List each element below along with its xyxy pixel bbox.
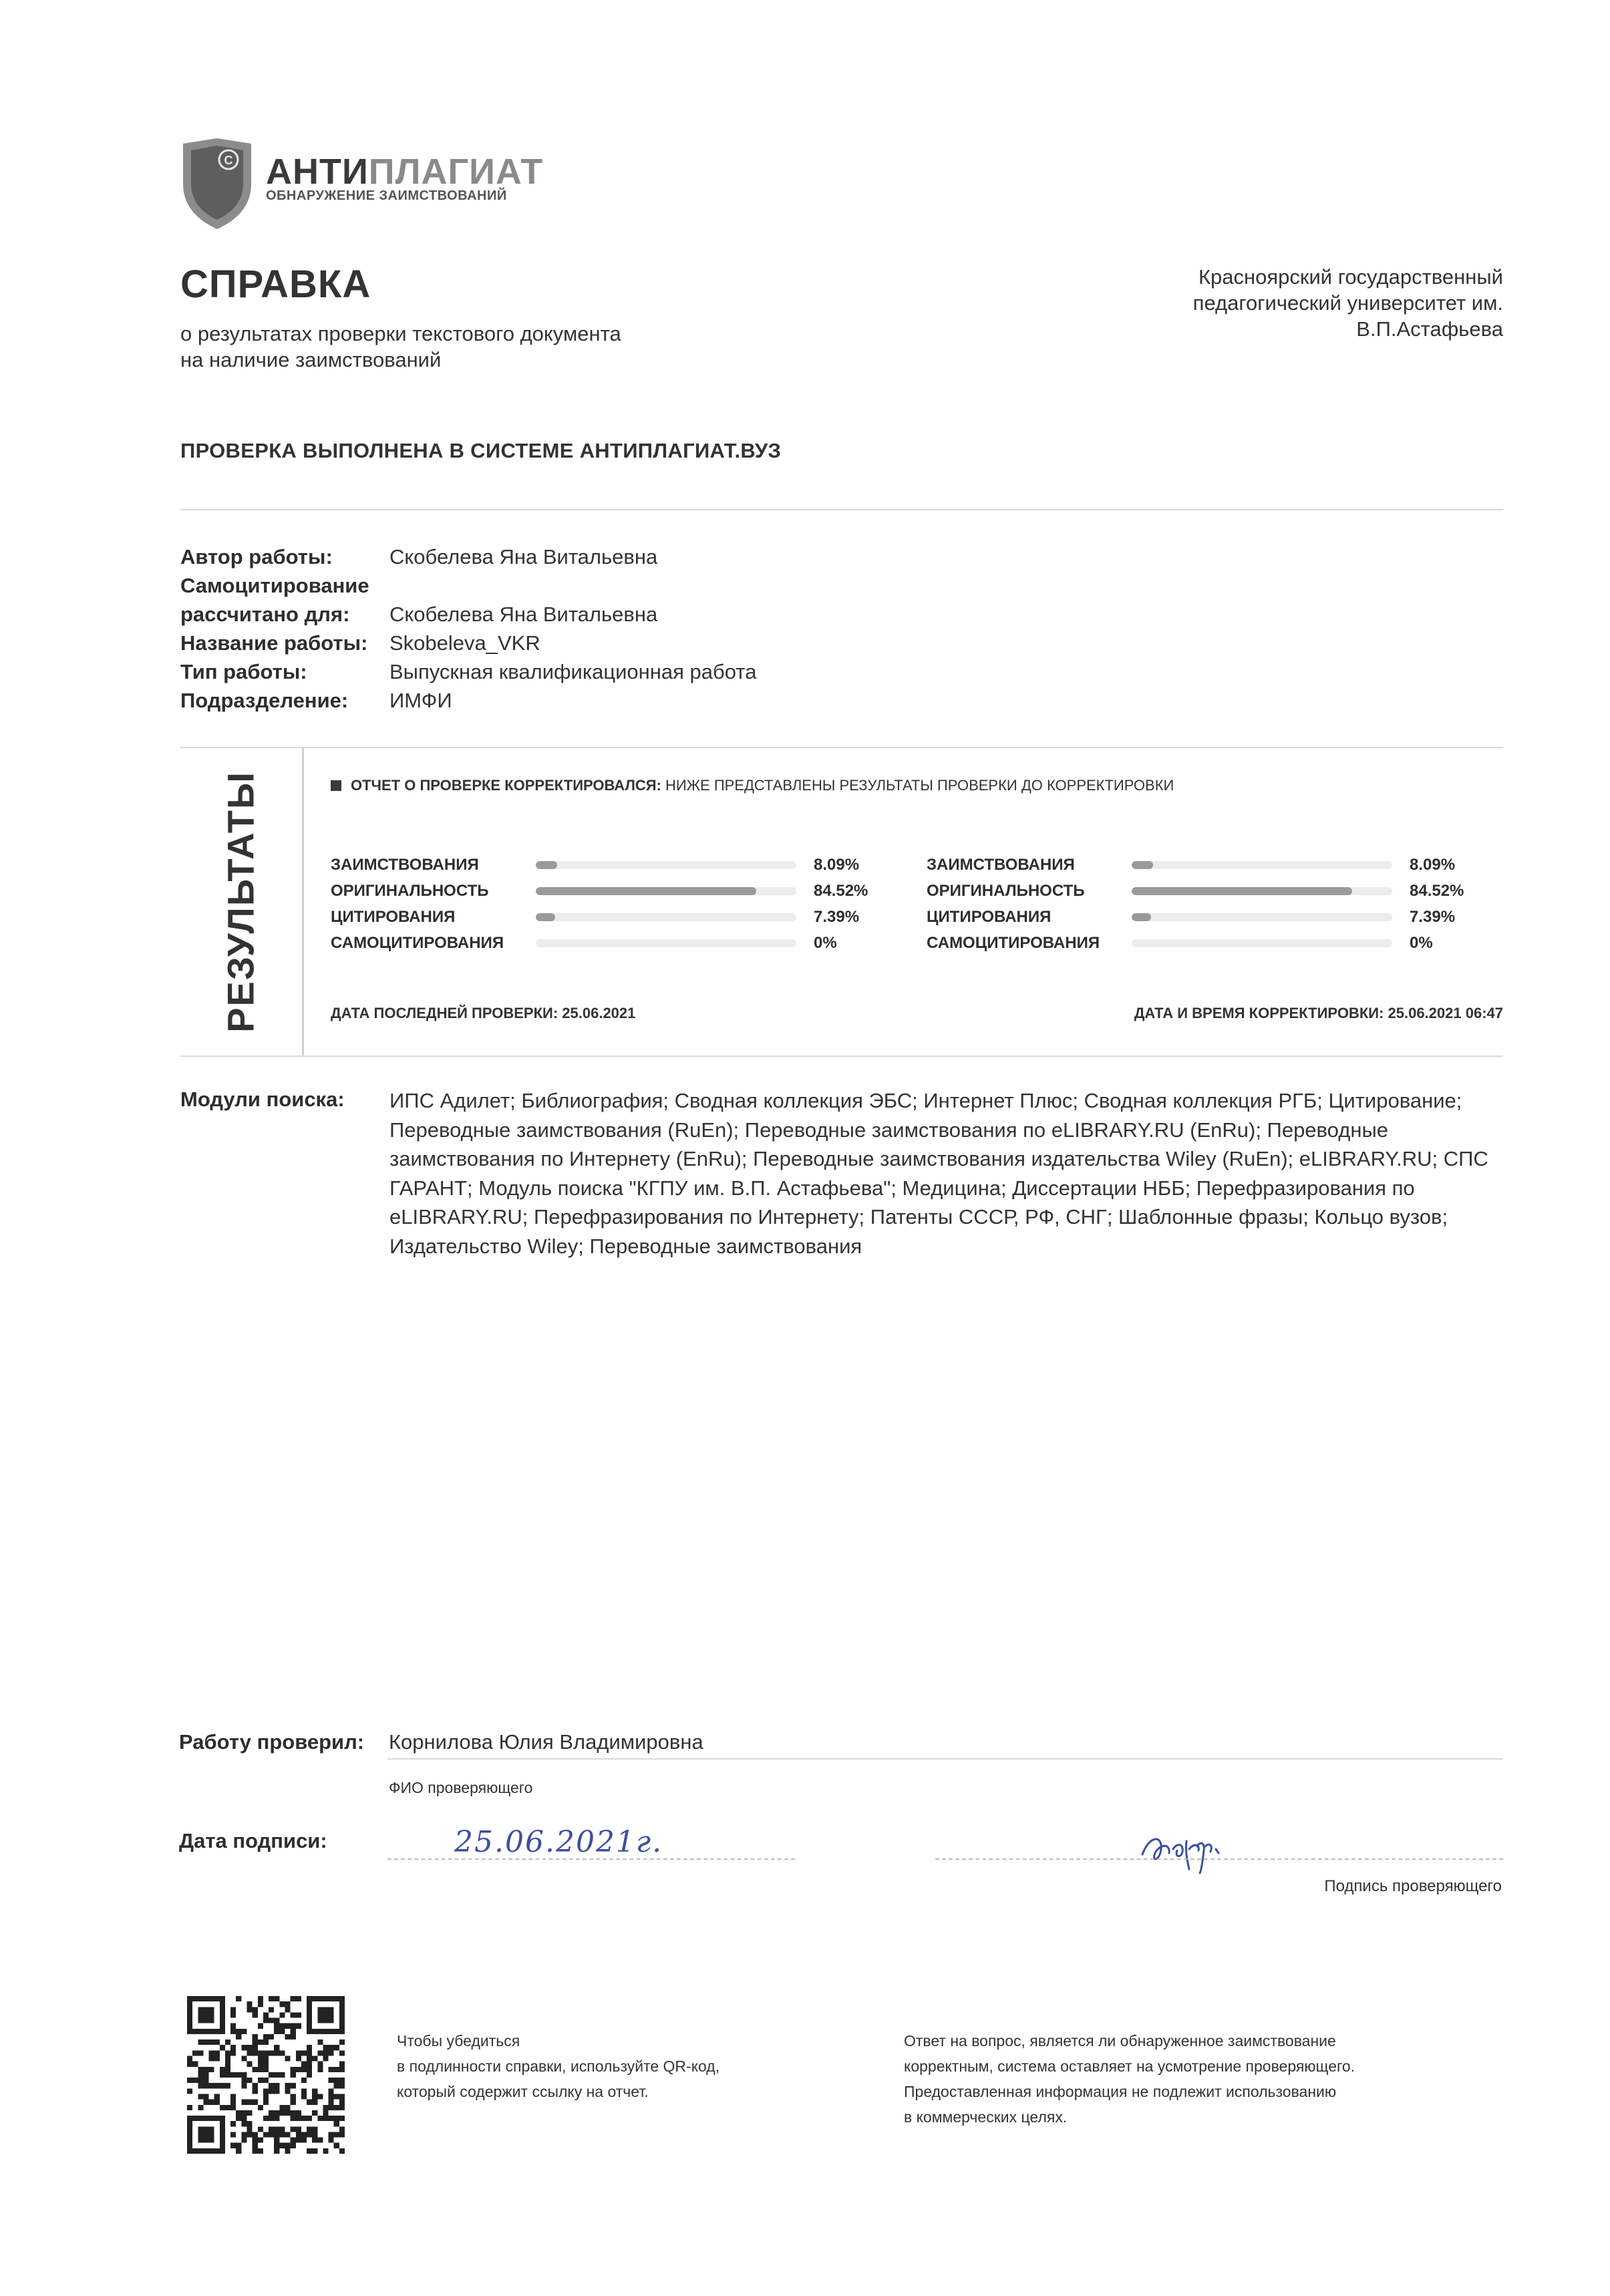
title-label: Название работы: [180,631,368,655]
sign-date-label: Дата подписи: [179,1829,327,1852]
metric-row [927,878,1508,904]
document-subtitle: о результатах проверки текстового документа на наличие заимствований [180,322,621,371]
document-title: СПРАВКА [180,263,371,306]
last-check-date: ДАТА ПОСЛЕДНЕЙ ПРОВЕРКИ: 25.06.2021 [331,1005,636,1021]
section-divider [180,509,1503,510]
checked-by-value: Корнилова Юлия Владимировна [389,1730,703,1754]
metrics-after-correction [927,852,1508,956]
metric-bar-fill [536,861,557,869]
checked-by-label: Работу проверил: [179,1730,365,1754]
svg-text:C: C [224,154,233,167]
metric-bar-fill [1132,861,1153,869]
logo-tagline: ОБНАРУЖЕНИЕ ЗАИМСТВОВАНИЙ [266,188,507,203]
disclaimer: Ответ на вопрос, является ли обнаруженное заимствование корректным, система оставляет на усмотрение проверяющего. Предоставленная информация не подлежит использованию в коммерческих целях. [904,2032,1355,2126]
handwritten-signature [1136,1822,1249,1876]
metric-value: 0% [814,933,837,952]
metric-label: ЦИТИРОВАНИЯ [927,907,1052,926]
results-vertical-divider [302,748,304,1055]
date-underline [387,1858,795,1860]
qr-instructions: Чтобы убедиться в подлинности справки, используйте QR-код, который содержит ссылку на отчет. [397,2032,720,2100]
selfcite-label: Самоцитирование [180,574,369,597]
metric-label: САМОЦИТИРОВАНИЯ [927,933,1100,952]
selfcite-label-cont: рассчитано для: [180,603,350,626]
results-bottom-divider [180,1055,1503,1057]
metric-bar [536,913,796,921]
department-label: Подразделение: [180,689,349,712]
author-value: Скобелева Яна Витальевна [389,545,658,568]
author-label: Автор работы: [180,545,333,568]
type-value: Выпускная квалификационная работа [389,660,757,683]
title-value: Skobeleva_VKR [389,631,540,655]
metric-bar-fill [536,887,756,895]
metric-row [331,878,912,904]
correction-datetime: ДАТА И ВРЕМЯ КОРРЕКТИРОВКИ: 25.06.2021 06:47 [1134,1005,1503,1021]
signature-underline [935,1858,1503,1860]
metric-value: 7.39% [814,907,860,926]
metric-label: ЗАИМСТВОВАНИЯ [331,855,479,874]
metric-bar [536,861,796,869]
metric-bar [1132,887,1392,895]
metric-value: 8.09% [1410,855,1456,874]
metric-bar [1132,913,1392,921]
department-value: ИМФИ [389,689,452,712]
metric-bar-fill [1132,913,1151,921]
metric-value: 84.52% [814,881,868,900]
metric-row [927,930,1508,956]
metric-value: 8.09% [814,855,860,874]
results-heading: РЕЗУЛЬТАТЫ [219,771,262,1033]
modules-label: Модули поиска: [180,1088,345,1111]
metric-label: ЗАИМСТВОВАНИЯ [927,855,1075,874]
selfcite-value: Скобелева Яна Витальевна [389,603,658,626]
metric-label: ОРИГИНАЛЬНОСТЬ [927,881,1085,900]
handwritten-date: 25.06.2021г. [454,1825,663,1859]
metric-row [331,904,912,930]
metric-row [927,852,1508,878]
system-statement: ПРОВЕРКА ВЫПОЛНЕНА В СИСТЕМЕ АНТИПЛАГИАТ.ВУЗ [180,439,782,462]
metric-bar-fill [1132,887,1352,895]
metric-label: ЦИТИРОВАНИЯ [331,907,456,926]
metric-bar-fill [536,913,555,921]
work-info-table [180,542,756,715]
metric-row [331,852,912,878]
metric-bar [536,887,796,895]
metric-value: 7.39% [1410,907,1456,926]
metric-value: 0% [1410,933,1433,952]
fio-caption: ФИО проверяющего [389,1779,533,1796]
type-label: Тип работы: [180,660,307,683]
modules-list: ИПС Адилет; Библиография; Сводная коллекция ЭБС; Интернет Плюс; Сводная коллекция РГБ; Цитирование; Переводные заимствования (RuEn); Переводные заимствования по eLIBRARY.RU (EnRu); Переводные заимствования по Интернету (EnRu); Переводные заимствования издательства Wiley (RuEn); eLIBRARY.RU; СПС ГАРАНТ; Модуль поиска "КГПУ им. В.П. Астафьева"; Медицина; Диссертации НББ; Перефразирования по eLIBRARY.RU; Перефразирования по Интернету; Патенты СССР, РФ, СНГ; Шаблонные фразы; Кольцо вузов; Издательство Wiley; Переводные заимствования [389,1089,1488,1258]
qr-code-icon [187,1996,345,2154]
metric-label: САМОЦИТИРОВАНИЯ [331,933,504,952]
organization-name: Красноярский государственный педагогический университет им. В.П.Астафьева [1192,265,1503,341]
metric-value: 84.52% [1410,881,1464,900]
metric-row [331,930,912,956]
signature-caption: Подпись проверяющего [1324,1877,1502,1895]
results-top-divider [180,747,1503,748]
metric-bar [536,939,796,947]
metric-row [927,904,1508,930]
checker-underline [387,1758,1503,1760]
metric-bar [1132,861,1392,869]
metric-bar [1132,939,1392,947]
note-marker-icon [331,780,341,791]
logo-wordmark: АНТИПЛАГИАТ [266,152,544,192]
metrics-before-correction [331,852,912,956]
metric-label: ОРИГИНАЛЬНОСТЬ [331,881,489,900]
results-correction-note: ОТЧЕТ О ПРОВЕРКЕ КОРРЕКТИРОВАЛСЯ: НИЖЕ ПРЕДСТАВЛЕНЫ РЕЗУЛЬТАТЫ ПРОВЕРКИ ДО КОРРЕКТИРОВКИ [331,777,1174,794]
shield-logo-icon [179,137,255,230]
